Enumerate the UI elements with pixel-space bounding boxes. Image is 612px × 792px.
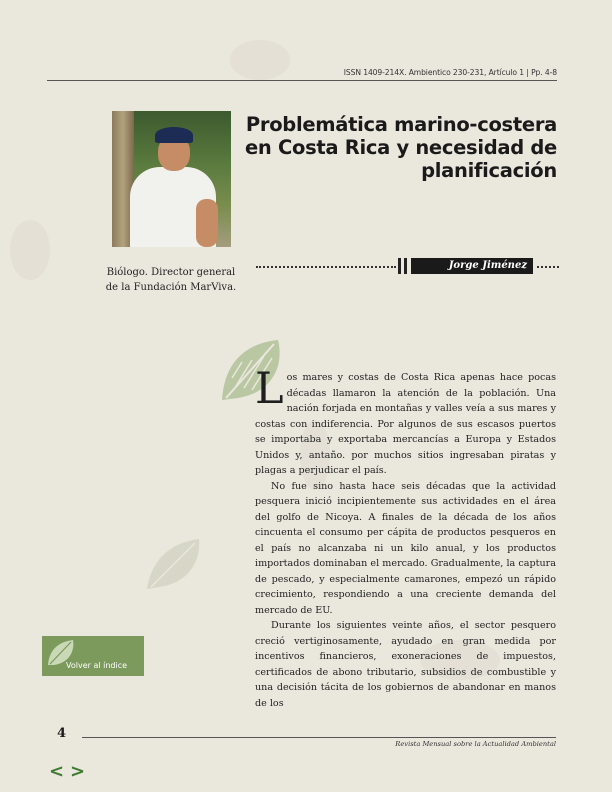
back-to-index-button[interactable]: [42, 636, 144, 676]
issn-line: ISSN 1409-214X. Ambientico 230-231, Artículo 1 | Pp. 4-8: [343, 68, 557, 77]
article-body: [255, 364, 556, 711]
journal-name: Revista Mensual sobre la Actualidad Ambiental: [395, 740, 556, 748]
divider-bar: [398, 258, 401, 274]
author-caption: Biólogo. Director general de la Fundación MarViva.: [105, 267, 237, 293]
article-paragraph: [255, 364, 556, 479]
dotted-divider: [256, 266, 396, 268]
leaf-icon: [143, 535, 205, 593]
page-number: 4: [57, 726, 67, 741]
divider-bar: [404, 258, 407, 274]
article-paragraph: No fue sino hasta hace seis décadas que la actividad pesquera inició incipientemente sus actividades en el área del golfo de Nicoya. A finales de la década de los años cincuenta el consumo per cápita de productos pesqueros en el país no alcanzaba ni un kilo anual, y los productos importados dominaban el mercado. Gradualmente, la captura de pescado, y especialmente camarones, empezó un rápido crecimiento, respondiendo a una creciente demanda del mercado de EU.: [255, 480, 556, 616]
next-page-arrow-icon[interactable]: >: [70, 761, 86, 782]
author-name: Jorge Jiménez: [411, 258, 533, 274]
previous-page-arrow-icon[interactable]: <: [49, 761, 65, 782]
author-photo: [112, 111, 231, 247]
footer-rule: [82, 737, 556, 738]
header-rule: [47, 80, 557, 81]
article-title: Problemática marino-costera en Costa Rica y necesidad de planificación: [244, 113, 557, 182]
dotted-divider: [537, 266, 559, 268]
paragraph-text: os mares y costas de Costa Rica apenas hace pocas décadas llamaron la atención de la población. Una nación forjada en montañas y valles veía a sus mares y costas con indiferencia. Por algunos de sus escasos puertos se importaba y exportaba mercancías a Europa y Estados Unidos y, antaño. por muchos sitios ingresaban piratas y plagas a perjudicar el país.: [255, 372, 556, 476]
paper-texture: [230, 40, 290, 80]
article-paragraph: Durante los siguientes veinte años, el sector pesquero creció vertiginosamente, ayudado en gran medida por incentivos financieros, exoneraciones de impuestos, certificados de abono tributario, subsidios de combustible y una decisión tácita de los gobiernos de abandonar en manos de los: [255, 620, 556, 709]
paper-texture: [10, 220, 50, 280]
drop-cap: L: [255, 364, 284, 414]
back-to-index-label: Volver al índice: [66, 661, 128, 670]
